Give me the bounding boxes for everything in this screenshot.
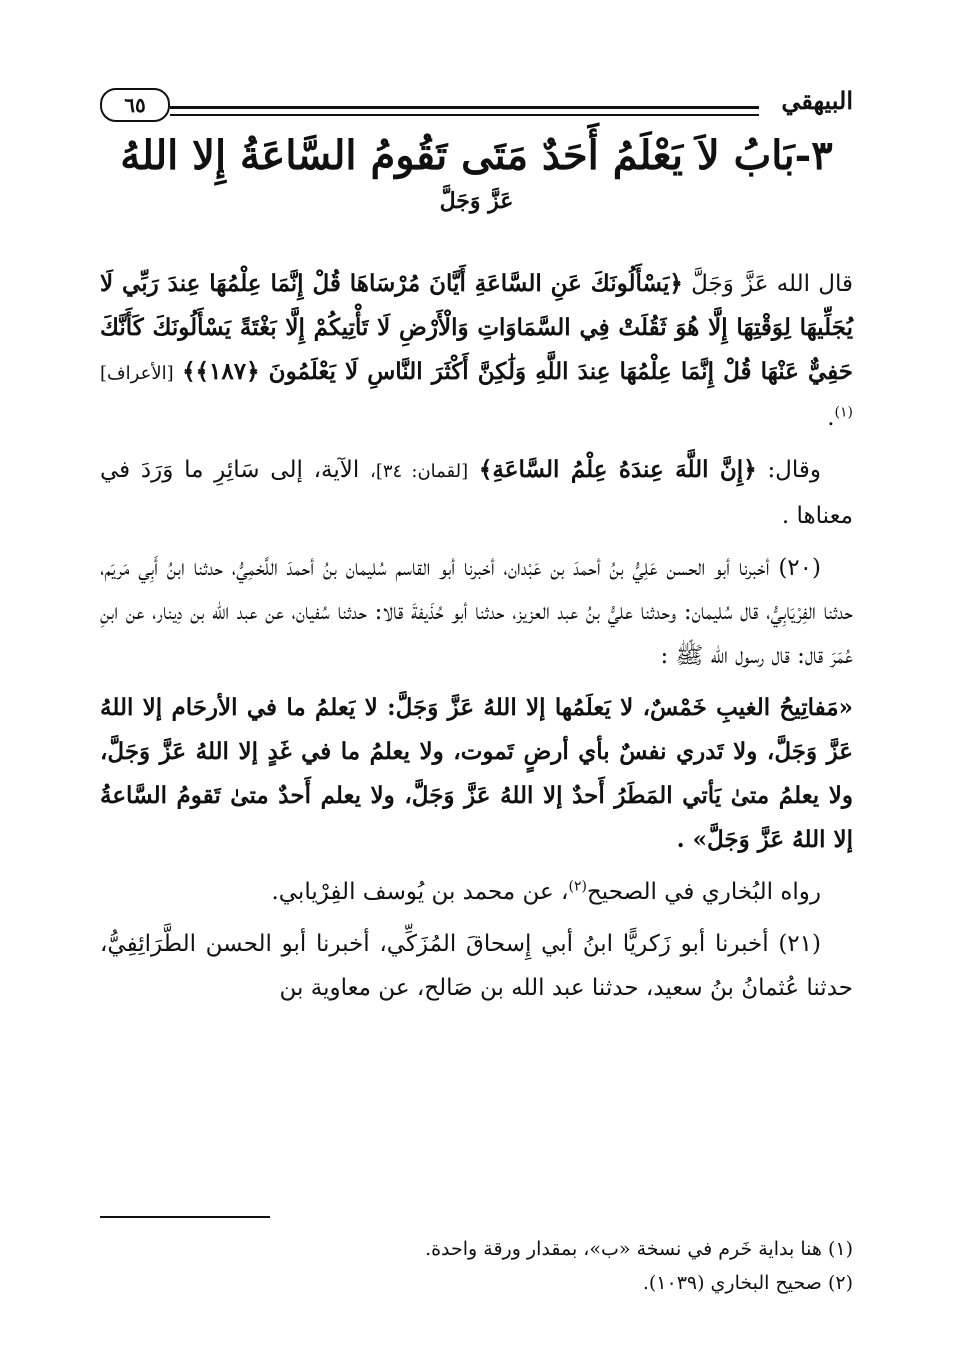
second-verse-prefix: وقال:: [767, 457, 822, 483]
isnad-21: (٢١) أخبرنا أبو زَكريًّا ابنُ أبي إِسحاقَ المُزَكِّي، أخبرنا أبو الحسن الطَّرَائِفِيُّ، حدثنا عُثمانُ بنُ سعيد، حدثنا عبد الله بن صَالح، عن معاوية بن: [100, 931, 853, 1001]
quran-verse-paragraph: قال الله عَزَّ وَجَلَّ ﴿يَسْأَلُونَكَ عَنِ السَّاعَةِ أَيَّانَ مُرْسَاهَا قُلْ إِنَّمَا عِلْمُهَا عِندَ رَبِّي لَا يُجَلِّيهَا لِوَقْتِهَا إِلَّا هُوَ ثَقُلَتْ فِي السَّمَاوَاتِ وَالْأَرْضِ لَا تَأْتِيكُمْ إِلَّا بَغْتَةً يَسْأَلُونَكَ كَأَنَّكَ حَفِيٌّ عَنْهَا قُلْ إِنَّمَا عِلْمُهَا عِندَ اللَّهِ وَلَٰكِنَّ أَكْثَرَ النَّاسِ لَا يَعْلَمُونَ ﴿١٨٧﴾﴾ [الأعراف]$^{(١)}$.: [100, 270, 854, 431]
page-number-badge: [100, 88, 170, 122]
footnote-marker-1: (١): [834, 404, 853, 421]
riwaya-prefix: رواه البُخاري في الصحيح: [586, 879, 821, 905]
quran-verse: ﴿يَسْأَلُونَكَ عَنِ السَّاعَةِ أَيَّانَ مُرْسَاهَا قُلْ إِنَّمَا عِلْمُهَا عِندَ رَبِّي لَا يُجَلِّيهَا لِوَقْتِهَا إِلَّا هُوَ ثَقُلَتْ فِي السَّمَاوَاتِ وَالْأَرْضِ لَا تَأْتِيكُمْ إِلَّا بَغْتَةً يَسْأَلُونَكَ كَأَنَّكَ حَفِيٌّ عَنْهَا قُلْ إِنَّمَا عِلْمُهَا عِندَ اللَّهِ وَلَٰكِنَّ أَكْثَرَ النَّاسِ لَا يَعْلَمُونَ ﴿١٨٧﴾﴾: [100, 270, 854, 385]
second-verse-suffix: الآية، إلى سَائِرِ ما وَرَدَ في معناها .: [100, 457, 853, 529]
riwaya-suffix: ، عن محمد بن يُوسف الفِرْيابي.: [271, 879, 569, 905]
riwaya-paragraph: [100, 870, 853, 914]
footnote-1: (١) هنا بداية خَرم في نسخة «ب»، بمقدار ورقة واحدة.: [425, 1238, 853, 1260]
isnad-20: (٢٠) أخبرنا أبو الحسن عَلِيُّ بنُ أحمدَ بن عَبْدان، أخبرنا أبو القاسم سُليمان بنُ أحمدَ اللَّخمِيُّ، حدثنا ابنُ أَبِي مَريَم، حدثنا الفِرْيَابِيُّ، قال سُليمان: وحدثنا عليُّ بنُ عبد العزيز، حدثنا أبو حُذَيفةَ قالا: حدثنا سُفيان، عن عبد الله بن دِينار، عن ابنِ عُمَرَ قال: قال رسول الله ﷺ :: [100, 555, 853, 669]
page-number: ٦٥: [124, 93, 146, 117]
second-verse-paragraph: [100, 448, 853, 538]
second-quran-verse: ﴿إِنَّ اللَّهَ عِندَهُ عِلْمُ السَّاعَةِ﴾: [478, 456, 757, 483]
page-header: [100, 84, 853, 124]
footnote-2: (٢) صحيح البخاري (١٠٣٩).: [642, 1272, 853, 1294]
header-rule-thin: [170, 114, 759, 116]
header-rule-thick: [170, 106, 759, 109]
verse-intro: قال الله عَزَّ وَجَلَّ: [691, 271, 854, 297]
chapter-title: ٣-بَابُ لاَ يَعْلَمُ أَحَدٌ مَتَى تَقُومُ السَّاعَةُ إِلا اللهُ: [120, 132, 833, 179]
chapter-honorific: عَزَّ وَجَلَّ: [439, 188, 514, 214]
hadith-20-text: «مَفاتِيحُ الغيبِ خَمْسٌ، لا يَعلَمُها إلا اللهُ عَزَّ وَجَلَّ: لا يَعلمُ ما في الأرحَام إلا اللهُ عَزَّ وَجَلَّ، ولا تَدري نفسٌ بأي أرضٍ تَموت، ولا يعلمُ ما في غَدٍ إلا اللهُ عَزَّ وَجَلَّ، ولا يعلمُ متىٰ يَأتي المَطَرُ أَحدٌ إلا اللهُ عَزَّ وَجَلَّ، ولا يعلم أَحدٌ متىٰ تَقومُ السَّاعةُ إلا اللهُ عَزَّ وَجَلَّ» .: [100, 694, 853, 853]
footnotes: [100, 1232, 853, 1300]
running-head-book-title: البيهقي: [781, 86, 853, 115]
second-verse-reference: [لقمان: ٣٤]،: [370, 461, 469, 482]
main-text: [100, 262, 853, 1018]
footnote-separator: [100, 1216, 270, 1218]
verse-reference: [الأعراف]: [100, 363, 174, 384]
footnote-marker-2: (٢): [568, 878, 587, 895]
